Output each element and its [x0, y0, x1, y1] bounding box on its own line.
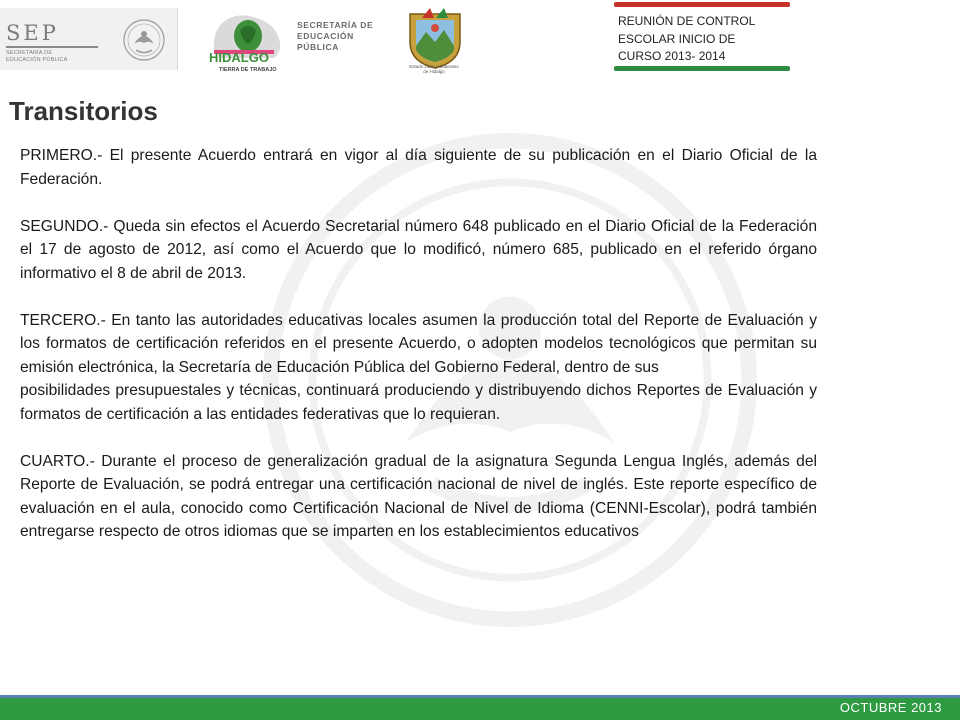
hidalgo-logo-word: HIDALGO: [209, 50, 269, 65]
paragraph-tercero: TERCERO.- En tanto las autoridades educativas locales asumen la producción total del Reporte de Evaluación y los formatos de certificación referidos en el presente Acuerdo, o adopten modelos tecnológicos que permitan su emisión electrónica, la Secretaría de Educación Pública del Gobierno Federal, dentro de sus: [20, 311, 817, 376]
secretaria-line-1: SECRETARÍA DE: [297, 20, 374, 30]
header: [0, 0, 960, 80]
meeting-line-3: CURSO 2013- 2014: [618, 49, 726, 63]
sep-logo: [6, 22, 106, 64]
secretaria-line-2: EDUCACIÓN: [297, 31, 354, 41]
meeting-text: [618, 13, 755, 66]
page-title: Transitorios: [9, 96, 158, 126]
sep-logo-panel: [0, 8, 178, 70]
hidalgo-logo-wordmark: [205, 50, 291, 74]
secretaria-label: [297, 20, 373, 53]
footer: [0, 695, 960, 720]
meeting-top-bar: [614, 2, 790, 7]
sep-logo-rule: [6, 46, 98, 48]
meeting-label: [610, 2, 794, 72]
shield-caption-line-1: Estado Libre y Soberano: [409, 64, 459, 69]
national-eagle-icon: [118, 18, 170, 62]
sep-logo-sub-1: SECRETARÍA DE: [6, 50, 53, 56]
paragraph-segundo: SEGUNDO.- Queda sin efectos el Acuerdo Secretarial número 648 publicado en el Diario Oficial de la Federación el 17 de agosto de 2012, así como el Acuerdo que lo modificó, número 685, publicado en el referido órgano informativo el 8 de abril de 2013.: [20, 217, 817, 282]
footer-green-band: [0, 698, 960, 720]
shield-caption-line-2: de Hidalgo: [423, 69, 445, 74]
secretaria-line-3: PÚBLICA: [297, 42, 339, 52]
footer-date: OCTUBRE 2013: [839, 700, 942, 715]
meeting-line-2: ESCOLAR INICIO DE: [618, 31, 736, 46]
hidalgo-logo-tagline: TIERRA DE TRABAJO: [219, 67, 277, 73]
paragraph-tercero-continued: posibilidades presupuestales y técnicas, continuará produciendo y distribuyendo dichos Reportes de Evaluación y formatos de certificación a las entidades federativas que lo requieran.: [20, 382, 817, 423]
meeting-bottom-bar: [614, 66, 790, 71]
paragraph-primero: PRIMERO.- El presente Acuerdo entrará en vigor al día siguiente de su publicación en el Diario Oficial de la Federación.: [20, 147, 817, 188]
body-text: [20, 144, 817, 544]
meeting-line-1: REUNIÓN DE CONTROL: [618, 14, 756, 28]
sep-logo-word: SEP: [6, 21, 59, 45]
paragraph-cuarto: CUARTO.- Durante el proceso de generalización gradual de la asignatura Segunda Lengua Inglés, además del Reporte de Evaluación, se podrá entregar una certificación nacional de nivel de inglés. Este reporte específico de evaluación en el aula, conocido como Certificación Nacional de Nivel de Idioma (CENNI-Escolar), podrá también entregarse respecto de otros idiomas que se imparten en los establecimientos educativos: [20, 452, 817, 540]
sep-logo-sub-2: EDUCACIÓN PÚBLICA: [6, 57, 68, 63]
shield-caption: [398, 64, 470, 74]
